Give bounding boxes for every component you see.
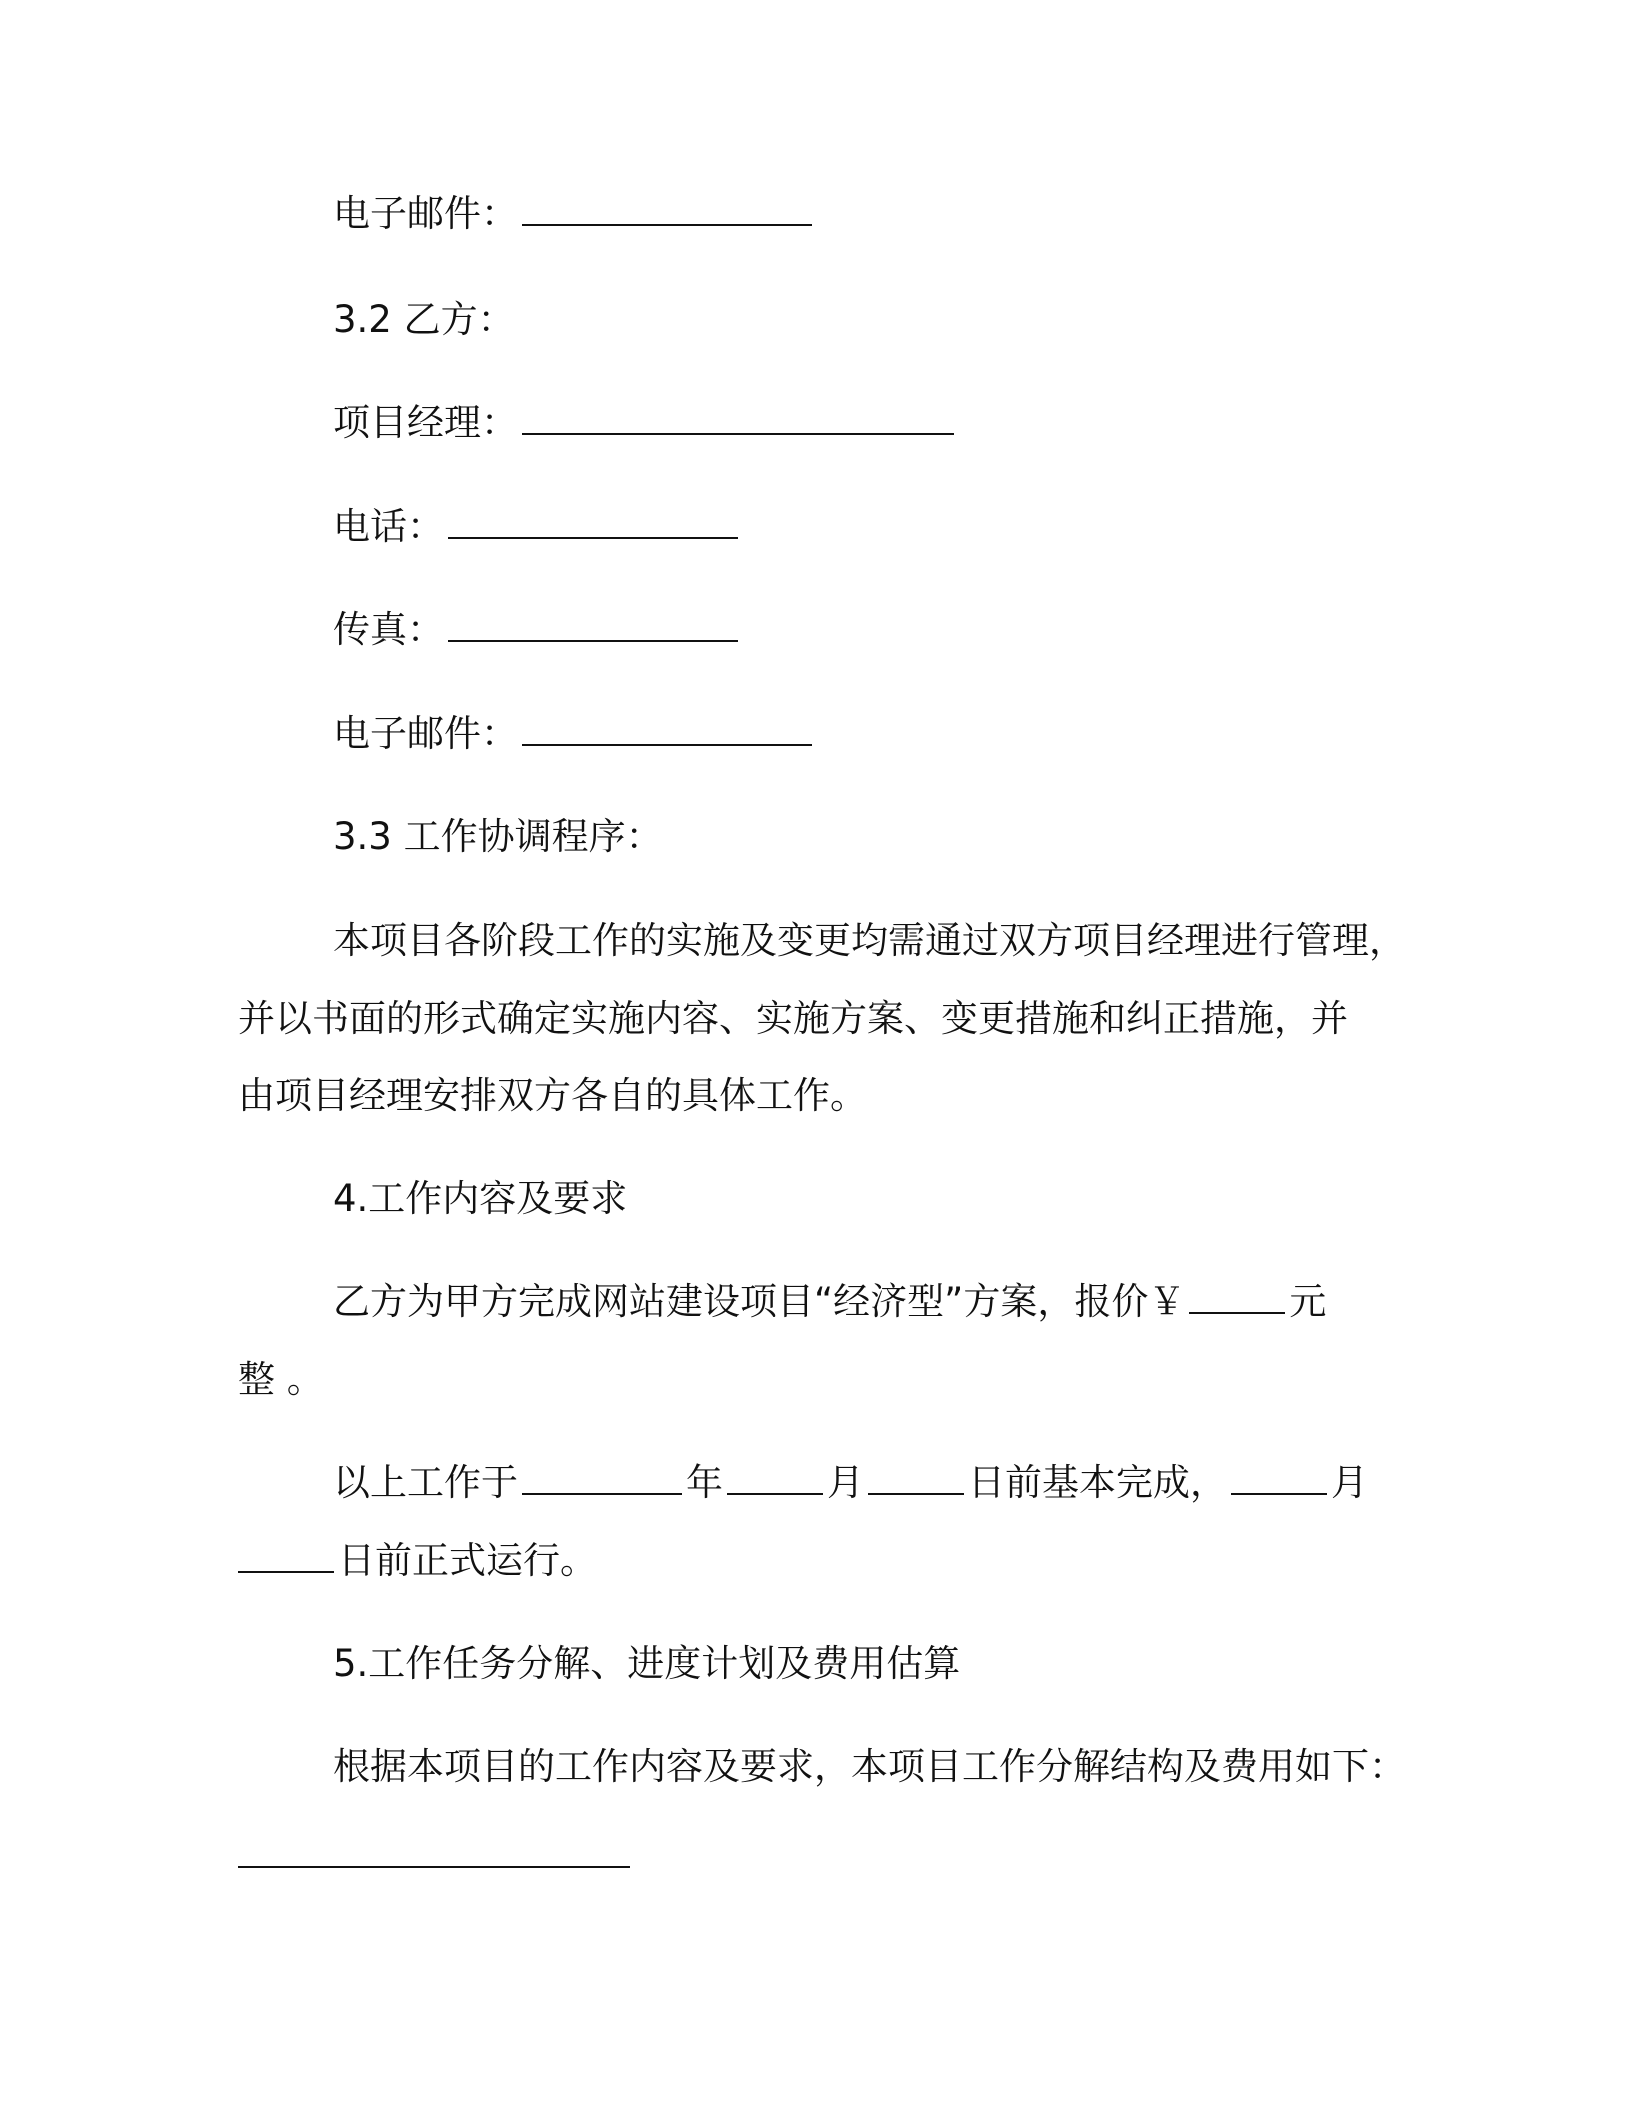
section-3-3-heading [333, 813, 663, 861]
breakdown-blank [238, 1836, 630, 1868]
paragraph-line [238, 1072, 867, 1120]
fax-label: 传真： [333, 608, 444, 651]
paragraph-text: 由项目经理安排双方各自的具体工作。 [238, 1074, 867, 1117]
project-manager-label: 项目经理： [333, 401, 518, 444]
phone-blank [448, 507, 738, 539]
email-label: 电子邮件： [333, 712, 518, 755]
paragraph-text: 本项目各阶段工作的实施及变更均需通过双方项目经理进行管理， [333, 919, 1406, 962]
schedule-line [333, 1459, 1368, 1507]
breakdown-blank-line [238, 1832, 634, 1880]
section-4-heading [333, 1175, 627, 1223]
section-5-label: 5.工作任务分解、进度计划及费用估算 [333, 1642, 961, 1685]
quote-line-continued [238, 1356, 324, 1404]
email-label: 电子邮件： [333, 192, 518, 235]
section-4-label: 4.工作内容及要求 [333, 1177, 628, 1220]
section-3-2-label: 3.2 乙方： [333, 298, 515, 341]
month-label: 月 [827, 1461, 864, 1504]
section-3-2-heading [333, 296, 515, 344]
schedule-text: 以上工作于 [333, 1461, 518, 1504]
fax-line [333, 606, 742, 654]
quote-text: 乙方为甲方完成网站建设项目“经济型”方案，报价￥ [333, 1280, 1186, 1323]
section-5-heading [333, 1640, 960, 1688]
quote-text-end: 整 。 [238, 1358, 324, 1401]
paragraph-line [238, 995, 1348, 1043]
project-manager-line [333, 399, 958, 447]
phone-line [333, 503, 742, 551]
quote-line [333, 1278, 1326, 1326]
month-label: 月 [1331, 1461, 1368, 1504]
price-blank [1189, 1282, 1285, 1314]
month-blank [1231, 1463, 1327, 1495]
email-line-party-b [333, 710, 816, 758]
breakdown-intro-text: 根据本项目的工作内容及要求，本项目工作分解结构及费用如下： [333, 1745, 1406, 1788]
breakdown-intro-line [333, 1743, 1406, 1791]
day-blank [868, 1463, 964, 1495]
schedule-line-continued [238, 1537, 597, 1585]
year-blank [522, 1463, 682, 1495]
year-label: 年 [686, 1461, 723, 1504]
currency-unit: 元 [1289, 1280, 1327, 1323]
phone-label: 电话： [333, 505, 444, 548]
email-line-party-a [333, 190, 816, 238]
paragraph-text: 并以书面的形式确定实施内容、实施方案、变更措施和纠正措施，并 [238, 997, 1348, 1040]
day-blank [238, 1541, 334, 1573]
email-blank [522, 714, 812, 746]
paragraph-line [333, 917, 1406, 965]
section-3-3-label: 3.3 工作协调程序： [333, 815, 663, 858]
schedule-text: 日前正式运行。 [338, 1539, 597, 1582]
email-blank [522, 194, 812, 226]
fax-blank [448, 610, 738, 642]
project-manager-blank [522, 403, 954, 435]
schedule-text: 日前基本完成， [968, 1461, 1227, 1504]
month-blank [727, 1463, 823, 1495]
